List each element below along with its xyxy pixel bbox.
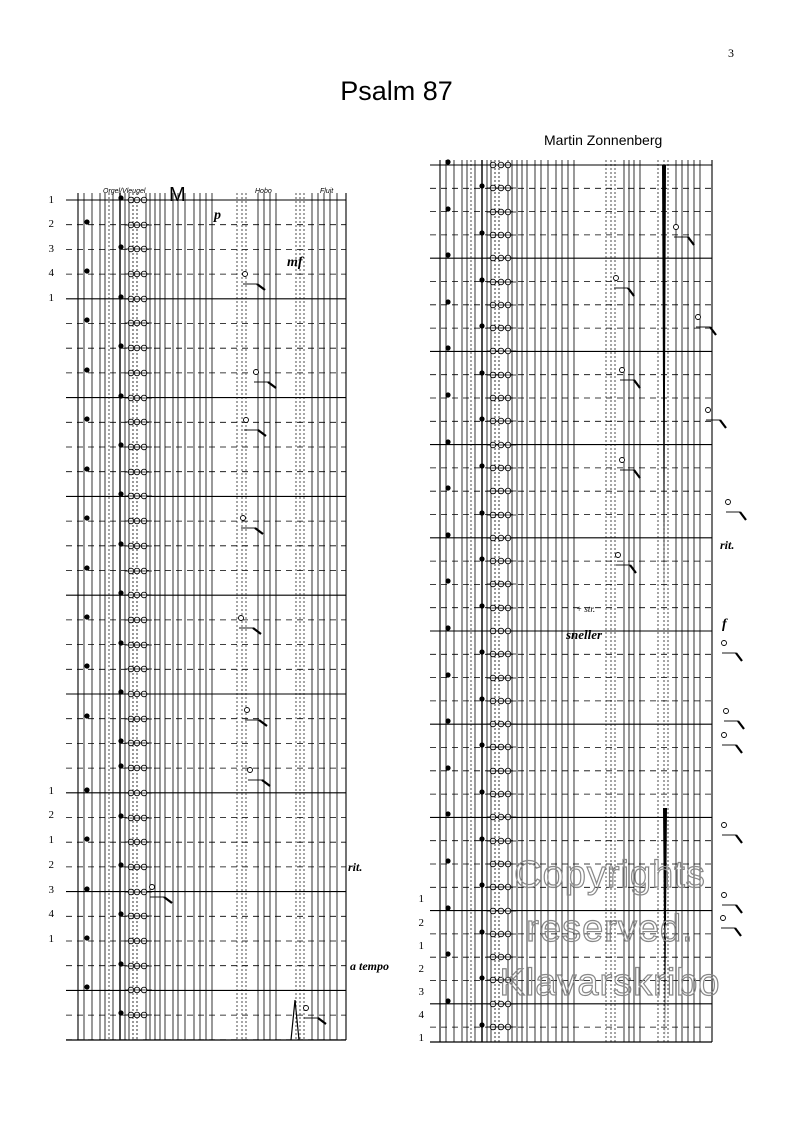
beat-number: 1 — [48, 292, 54, 304]
instrument-label-flute: Fluit — [320, 188, 334, 195]
page-title: Psalm 87 — [340, 76, 453, 106]
beat-number: 4 — [48, 267, 54, 279]
beat-number: 1 — [48, 194, 54, 206]
beat-number: 2 — [48, 809, 54, 821]
watermark-line: Copyrights — [514, 854, 706, 896]
beat-number: 1 — [48, 785, 54, 797]
page-number: 3 — [728, 46, 734, 60]
dynamic-p: p — [214, 208, 221, 223]
direction-a-tempo: a tempo — [350, 959, 389, 973]
dynamic-f: f — [722, 617, 727, 632]
beat-number: 2 — [48, 218, 54, 230]
beat-number: 1 — [418, 940, 424, 952]
instrument-label-oboe: Hobo — [255, 188, 272, 195]
beat-number: 4 — [48, 908, 54, 920]
direction-rit-right: rit. — [720, 538, 735, 552]
composer-name: Martin Zonnenberg — [544, 132, 663, 148]
direction-rit-left: rit. — [348, 860, 363, 874]
beat-number: 3 — [418, 986, 424, 998]
instrument-label-organ: Orgel/Vleugel — [103, 188, 146, 195]
beat-number: 3 — [48, 884, 54, 896]
watermark-line: Klavarskribo — [499, 962, 721, 1004]
beat-number: 3 — [48, 243, 54, 255]
direction-sneller: sneller — [566, 627, 603, 642]
beat-number: 1 — [418, 1032, 424, 1044]
beat-number: 2 — [48, 859, 54, 871]
beat-number: 2 — [418, 917, 424, 929]
beat-number: 1 — [418, 893, 424, 905]
beat-number: 1 — [48, 933, 54, 945]
watermark-line: reserved. — [526, 908, 694, 950]
copyright-watermark — [490, 848, 730, 1010]
m-symbol: M — [169, 184, 186, 206]
dynamic-mf: mf — [287, 255, 303, 270]
beat-number: 4 — [418, 1009, 424, 1021]
beat-number: 1 — [48, 834, 54, 846]
beat-number: 2 — [418, 963, 424, 975]
direction-plus-str: + str. — [576, 604, 596, 614]
